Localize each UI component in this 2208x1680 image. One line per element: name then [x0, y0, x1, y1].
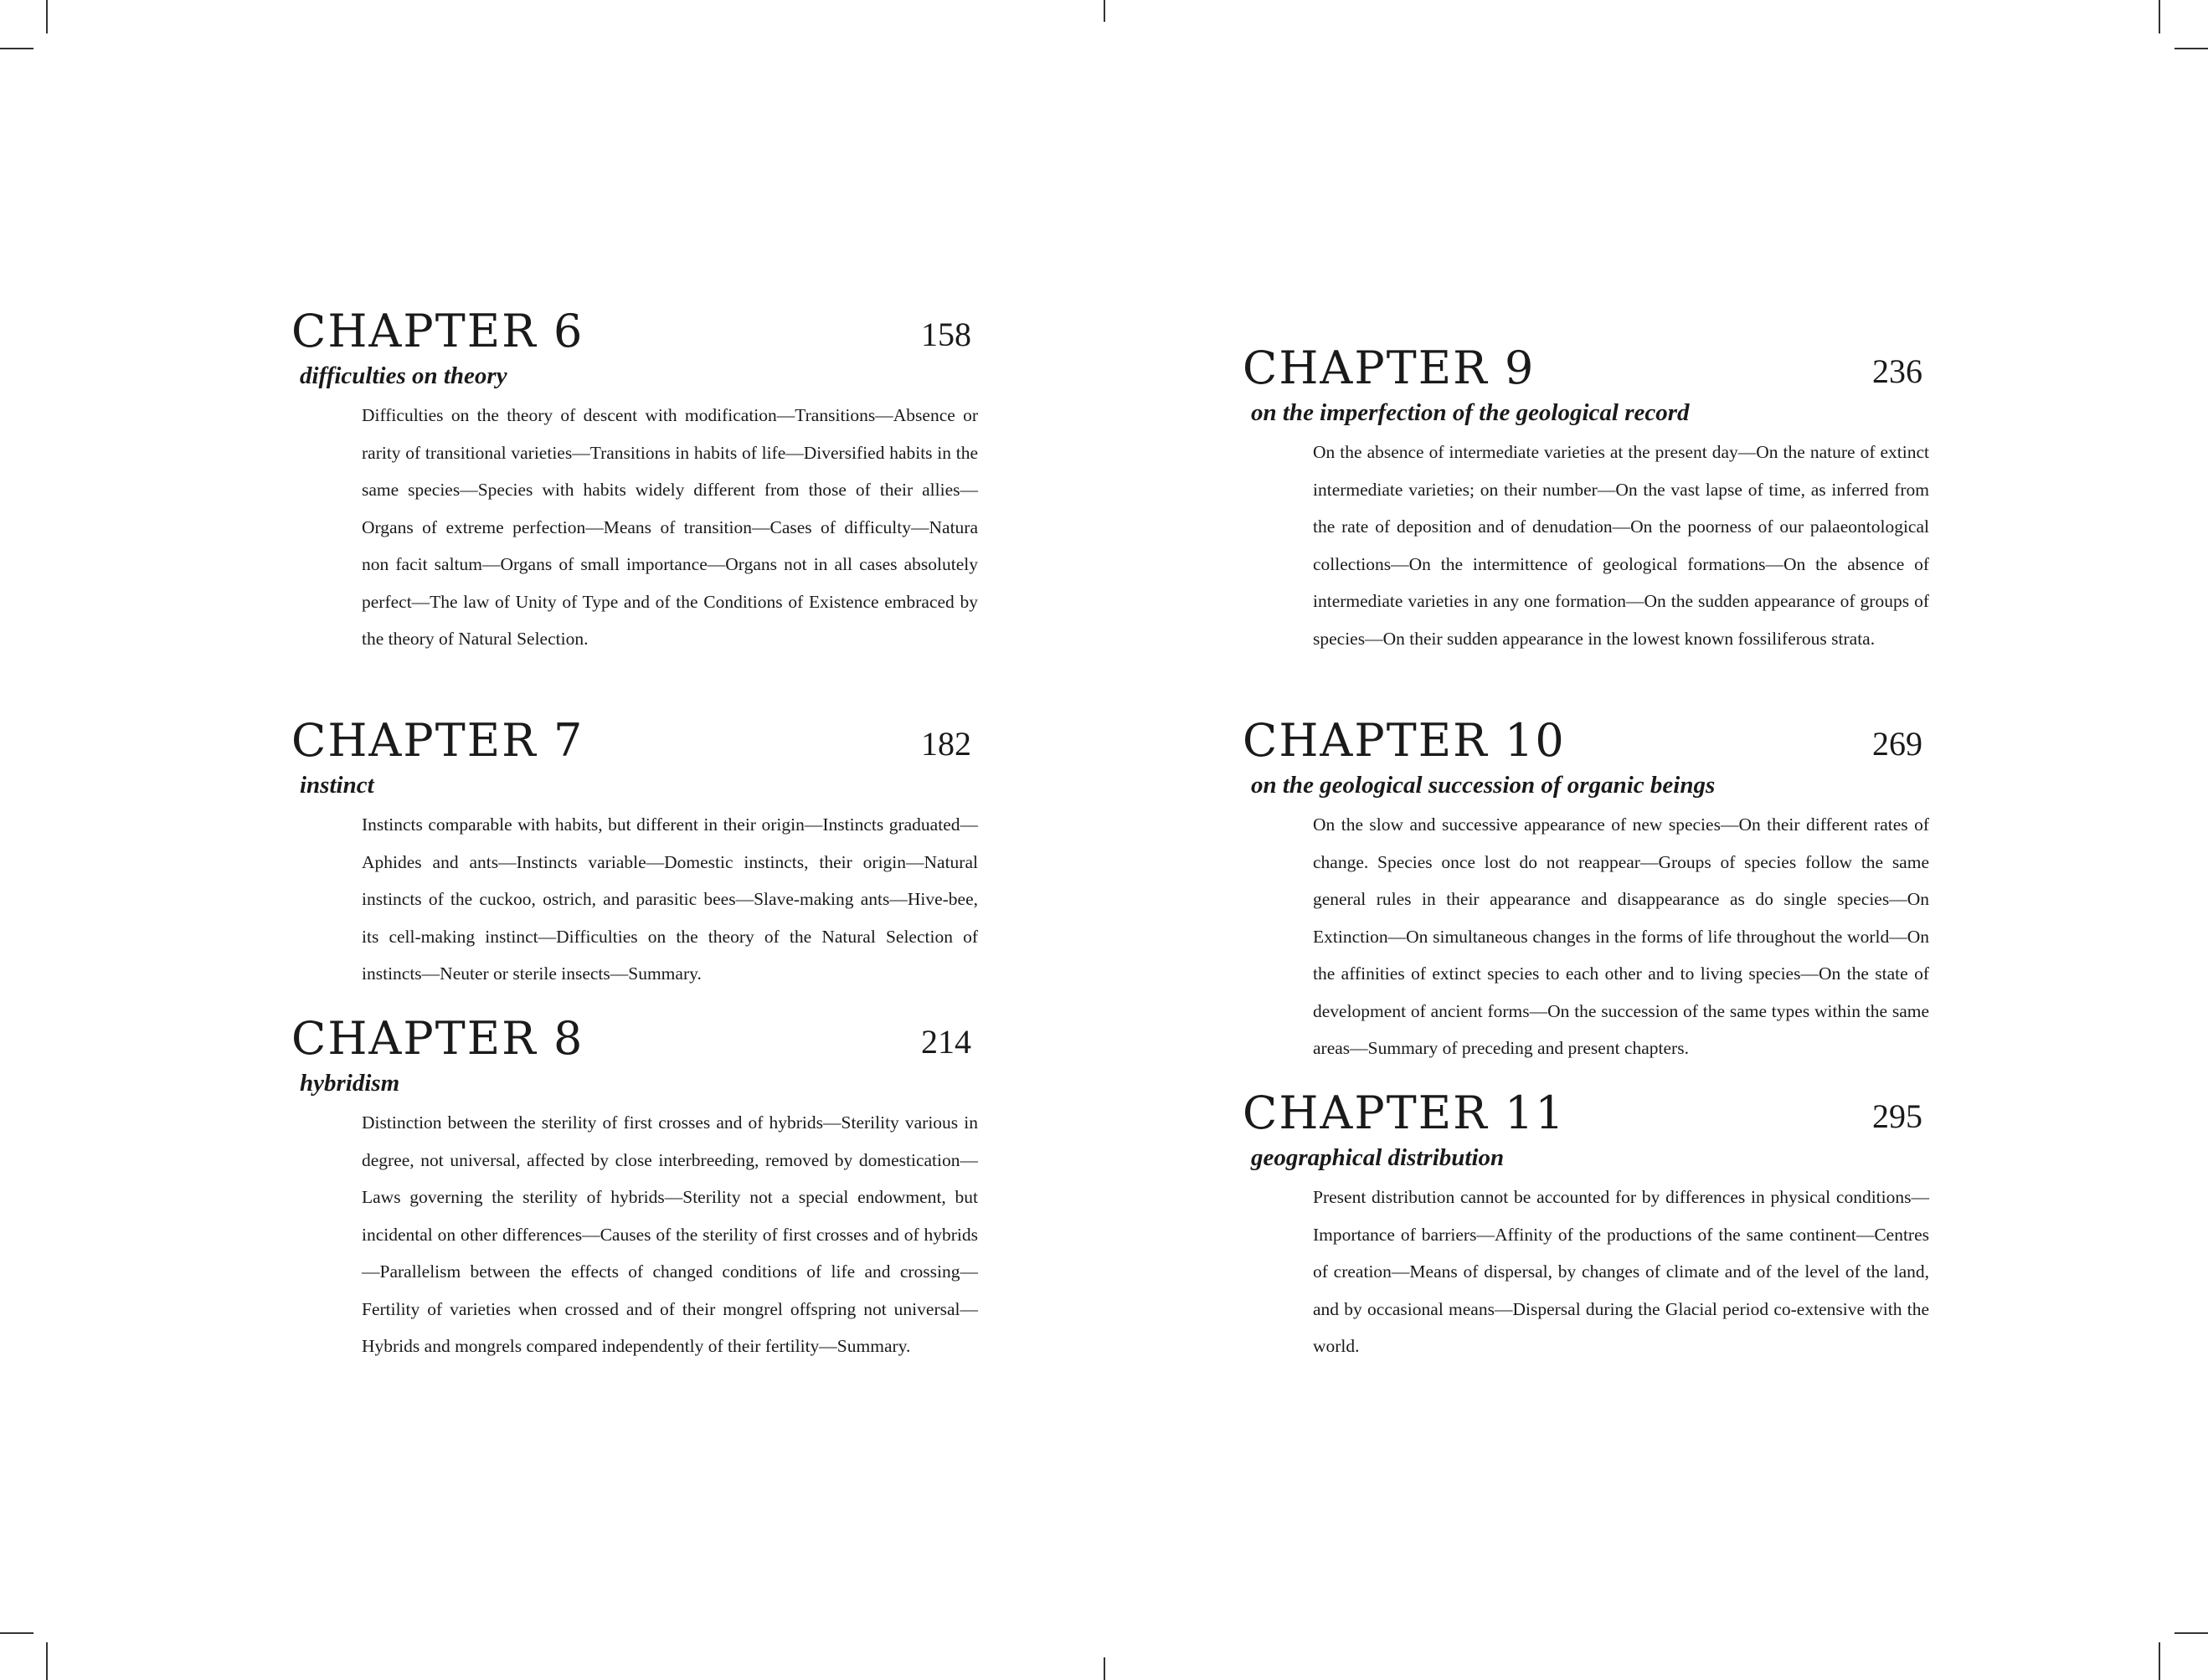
chapter-title: CHAPTER 11 — [1243, 1087, 1566, 1139]
chapter-11 — [1243, 1085, 1929, 1365]
chapter-title: CHAPTER 10 — [1243, 714, 1566, 767]
chapter-heading — [291, 1010, 978, 1067]
chapter-7 — [291, 712, 978, 993]
chapter-page-number: 295 — [1872, 1097, 1922, 1135]
chapter-6 — [291, 303, 978, 658]
chapter-title: CHAPTER 8 — [291, 1012, 584, 1065]
chapter-page-number: 214 — [921, 1023, 971, 1061]
chapter-10 — [1243, 712, 1929, 1067]
chapter-title: CHAPTER 9 — [1243, 342, 1536, 394]
chapter-page-number: 158 — [921, 316, 971, 353]
chapter-9 — [1243, 340, 1929, 657]
chapter-heading — [1243, 712, 1929, 769]
chapter-summary: On the slow and successive appearance of new species—On their different rates of change. Species once lost do not reappear—Groups of species follow the same general rules in their appearance and disappearance as do single species—On Extinction—On simultaneous changes in the forms of life throughout the world—On the affinities of extinct species to each other and to living species—On the state of development of ancient forms—On the succession of the same types within the same areas—Summary of preceding and present chapters. — [1313, 814, 1929, 1058]
chapter-summary: Present distribution cannot be accounted for by differences in physical conditions—Importance of barriers—Affinity of the productions of the same continent—Centres of creation—Means of dispersal, by changes of climate and of the level of the land, and by occasional means—Dispersal during the Glacial period co-extensive with the world. — [1313, 1187, 1929, 1356]
chapter-heading — [1243, 1085, 1929, 1142]
chapter-8 — [291, 1010, 978, 1365]
chapter-heading — [291, 303, 978, 360]
chapter-summary: Difficulties on the theory of descent with modification—Transitions—Absence or rarity of transitional varieties—Transitions in habits of life—Diversified habits in the same species—Species with habits widely different from those of their allies—Organs of extreme perfection—Means of transition—Cases of difficulty—Natura non facit saltum—Organs of small importance—Organs not in all cases absolutely perfect—The law of Unity of Type and of the Conditions of Existence embraced by the theory of Natural Selection. — [362, 405, 978, 649]
chapter-title: CHAPTER 6 — [291, 305, 584, 357]
chapter-summary: On the absence of intermediate varieties at the present day—On the nature of extinct intermediate varieties; on their number—On the vast lapse of time, as inferred from the rate of deposition and of denudation—On the poorness of our palaeontological collections—On the intermittence of geological formations—On the absence of intermediate varieties in any one formation—On the sudden appearance of groups of species—On their sudden appearance in the lowest known fossiliferous strata. — [1313, 442, 1929, 649]
chapter-subtitle: instinct — [300, 772, 374, 799]
chapter-heading — [1243, 340, 1929, 397]
chapter-subtitle: hybridism — [300, 1070, 400, 1097]
chapter-subtitle: on the imperfection of the geological record — [1251, 399, 1690, 426]
chapter-subtitle: on the geological succession of organic beings — [1251, 772, 1716, 799]
chapter-title: CHAPTER 7 — [291, 714, 584, 767]
chapter-summary: Distinction between the sterility of first crosses and of hybrids—Sterility various in degree, not universal, affected by close interbreeding, removed by domestication—Laws governing the sterility of hybrids—Sterility not a special endowment, but incidental on other differences—Causes of the sterility of first crosses and of hybrids—Parallelism between the effects of changed conditions of life and crossing—Fertility of varieties when crossed and of their mongrel offspring not universal—Hybrids and mongrels compared independently of their fertility—Summary. — [362, 1112, 978, 1356]
chapter-page-number: 182 — [921, 725, 971, 763]
chapter-summary: Instincts comparable with habits, but different in their origin—Instincts graduated—Aphides and ants—Instincts variable—Domestic instincts, their origin—Natural instincts of the cuckoo, ostrich, and parasitic bees—Slave-making ants—Hive-bee, its cell-making instinct—Difficulties on the theory of the Natural Selection of instincts—Neuter or sterile insects—Summary. — [362, 814, 978, 984]
chapter-subtitle: difficulties on theory — [300, 362, 507, 389]
right-page — [1104, 0, 2207, 1680]
chapter-page-number: 269 — [1872, 725, 1922, 763]
chapter-page-number: 236 — [1872, 352, 1922, 390]
chapter-subtitle: geographical distribution — [1251, 1144, 1505, 1171]
chapter-heading — [291, 712, 978, 769]
